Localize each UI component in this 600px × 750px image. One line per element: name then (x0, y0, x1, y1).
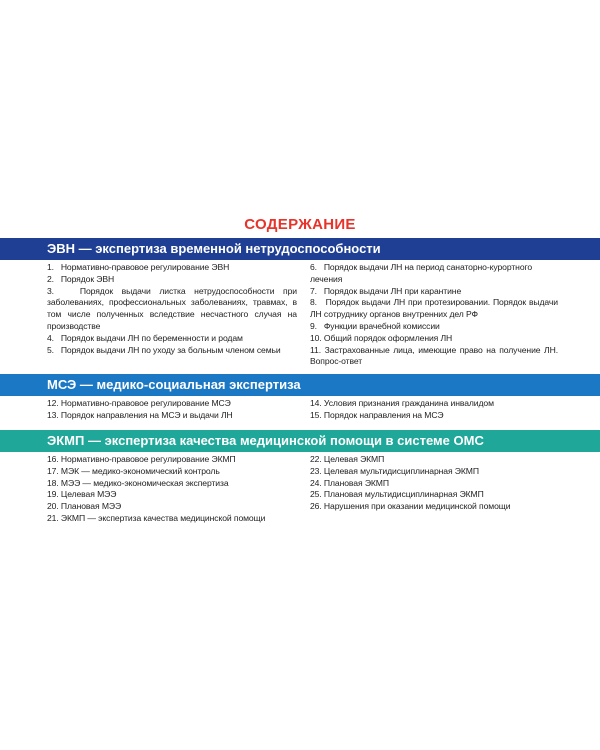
toc-item-5[interactable]: 5. Порядок выдачи ЛН по уходу за больным членом семьи (47, 344, 281, 355)
toc-item-9[interactable]: 9. Функции врачебной комиссии (310, 320, 440, 331)
section-mse (0, 374, 600, 422)
section-body-ekmp (0, 452, 600, 525)
toc-item-6[interactable]: 6. Порядок выдачи ЛН на период санаторно-курортного лечения (310, 262, 533, 284)
toc-item-3[interactable]: 3. Порядок выдачи листка нетрудоспособности при заболеваниях, профессиональных заболеваниях, травмах, в том числе полученных вследствие несчастного случая на производстве (47, 285, 297, 331)
section-header-evn: ЭВН — экспертиза временной нетрудоспособности (0, 238, 600, 260)
toc-item-15[interactable]: 15. Порядок направления на МСЭ (310, 409, 444, 420)
toc-item-11[interactable]: 11. Застрахованные лица, имеющие право на получение ЛН. Вопрос-ответ (310, 344, 558, 367)
toc-column-right (310, 454, 558, 525)
section-header-mse: МСЭ — медико-социальная экспертиза (0, 374, 600, 396)
toc-item-7[interactable]: 7. Порядок выдачи ЛН при карантине (310, 285, 462, 296)
toc-item-20[interactable]: 20. Плановая МЭЭ (47, 501, 122, 512)
toc-column-left (47, 398, 297, 422)
toc-item-21[interactable]: 21. ЭКМП — экспертиза качества медицинской помощи (47, 512, 266, 523)
toc-item-8[interactable]: 8. Порядок выдачи ЛН при протезировании. Порядок выдачи ЛН сотруднику органов внутренних дел РФ (310, 297, 558, 320)
toc-item-13[interactable]: 13. Порядок направления на МСЭ и выдачи ЛН (47, 409, 233, 420)
toc-item-14[interactable]: 14. Условия признания гражданина инвалидом (310, 398, 494, 408)
toc-item-10[interactable]: 10. Общий порядок оформления ЛН (310, 332, 453, 343)
toc-item-23[interactable]: 23. Целевая мультидисциплинарная ЭКМП (310, 465, 479, 476)
section-ekmp (0, 430, 600, 525)
page-title: СОДЕРЖАНИЕ (244, 216, 356, 233)
toc-column-left (47, 262, 297, 368)
section-body-mse (0, 396, 600, 422)
section-body-evn (0, 260, 600, 368)
toc-item-26[interactable]: 26. Нарушения при оказании медицинской помощи (310, 501, 511, 512)
toc-item-18[interactable]: 18. МЭЭ — медико-экономическая экспертиза (47, 477, 229, 488)
toc-column-right (310, 262, 558, 368)
section-evn (0, 238, 600, 368)
toc-item-1[interactable]: 1. Нормативно-правовое регулирование ЭВН (47, 262, 230, 272)
toc-item-12[interactable]: 12. Нормативно-правовое регулирование МСЭ (47, 398, 231, 408)
section-header-ekmp: ЭКМП — экспертиза качества медицинской помощи в системе ОМС (0, 430, 600, 452)
toc-item-19[interactable]: 19. Целевая МЭЭ (47, 489, 117, 500)
toc-column-right (310, 398, 558, 422)
toc-item-4[interactable]: 4. Порядок выдачи ЛН по беременности и родам (47, 332, 243, 343)
toc-item-24[interactable]: 24. Плановая ЭКМП (310, 477, 389, 488)
toc-item-25[interactable]: 25. Плановая мультидисциплинарная ЭКМП (310, 489, 484, 500)
toc-item-16[interactable]: 16. Нормативно-правовое регулирование ЭКМП (47, 454, 236, 464)
toc-column-left (47, 454, 297, 525)
toc-item-22[interactable]: 22. Целевая ЭКМП (310, 454, 385, 464)
toc-item-2[interactable]: 2. Порядок ЭВН (47, 273, 115, 284)
toc-item-17[interactable]: 17. МЭК — медико-экономический контроль (47, 465, 220, 476)
